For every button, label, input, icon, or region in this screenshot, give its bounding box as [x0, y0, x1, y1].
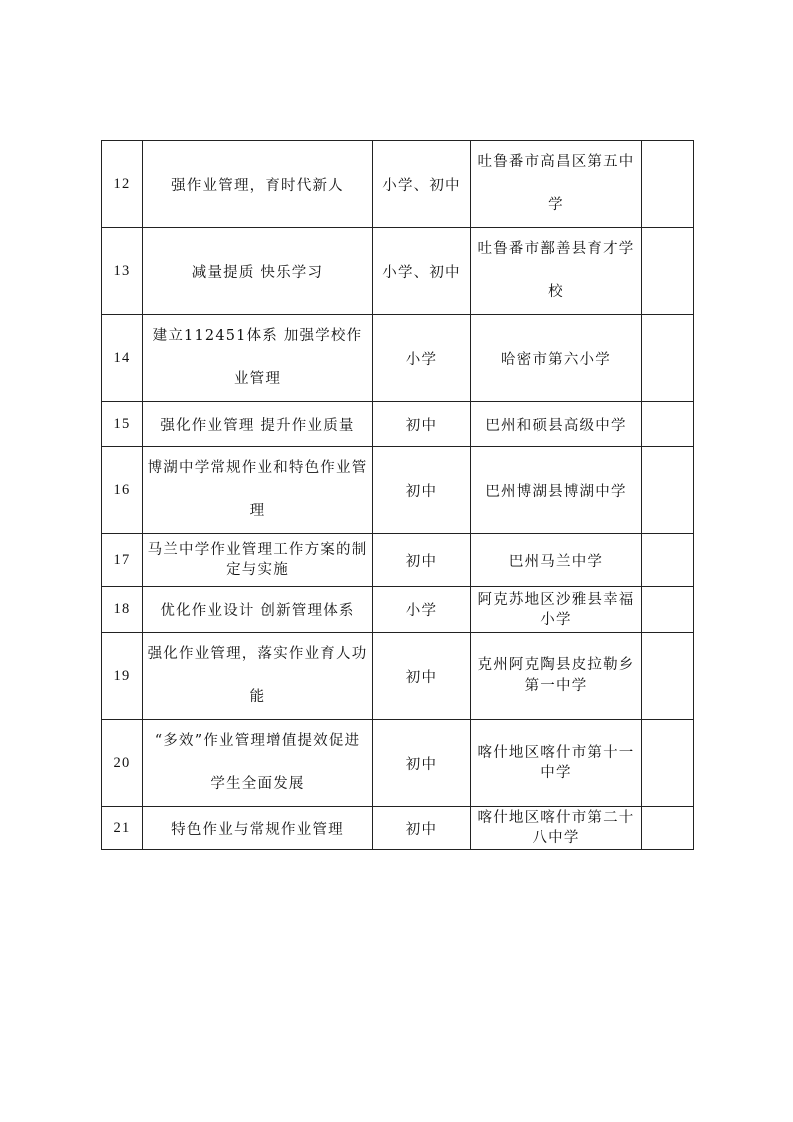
school-name: 巴州和硕县高级中学 — [471, 402, 642, 447]
project-title: “多效”作业管理增值提效促进学生全面发展 — [143, 720, 373, 807]
school-level: 初中 — [373, 447, 471, 534]
table-row — [102, 315, 694, 402]
school-level: 初中 — [373, 633, 471, 720]
note-cell — [642, 807, 694, 850]
project-title: 马兰中学作业管理工作方案的制定与实施 — [143, 534, 373, 587]
school-level: 初中 — [373, 807, 471, 850]
school-level: 小学 — [373, 315, 471, 402]
table-row — [102, 534, 694, 587]
table-row — [102, 141, 694, 228]
school-name: 喀什地区喀什市第十一中学 — [471, 720, 642, 807]
table-row — [102, 228, 694, 315]
note-cell — [642, 228, 694, 315]
note-cell — [642, 587, 694, 633]
project-title: 博湖中学常规作业和特色作业管理 — [143, 447, 373, 534]
note-cell — [642, 534, 694, 587]
school-name: 喀什地区喀什市第二十八中学 — [471, 807, 642, 850]
row-number: 16 — [102, 447, 143, 534]
note-cell — [642, 141, 694, 228]
table-row — [102, 807, 694, 850]
note-cell — [642, 633, 694, 720]
school-name: 吐鲁番市鄯善县育才学校 — [471, 228, 642, 315]
row-number: 18 — [102, 587, 143, 633]
school-name: 巴州马兰中学 — [471, 534, 642, 587]
row-number: 21 — [102, 807, 143, 850]
school-level: 小学、初中 — [373, 228, 471, 315]
school-level: 小学、初中 — [373, 141, 471, 228]
school-name: 阿克苏地区沙雅县幸福小学 — [471, 587, 642, 633]
note-cell — [642, 720, 694, 807]
note-cell — [642, 315, 694, 402]
school-level: 小学 — [373, 587, 471, 633]
note-cell — [642, 402, 694, 447]
project-title: 特色作业与常规作业管理 — [143, 807, 373, 850]
project-title: 减量提质 快乐学习 — [143, 228, 373, 315]
project-title: 强作业管理，育时代新人 — [143, 141, 373, 228]
row-number: 12 — [102, 141, 143, 228]
project-title: 强化作业管理 提升作业质量 — [143, 402, 373, 447]
school-level: 初中 — [373, 720, 471, 807]
note-cell — [642, 447, 694, 534]
row-number: 17 — [102, 534, 143, 587]
project-title: 建立112451体系 加强学校作业管理 — [143, 315, 373, 402]
school-level: 初中 — [373, 402, 471, 447]
table-row — [102, 633, 694, 720]
table-row — [102, 447, 694, 534]
row-number: 19 — [102, 633, 143, 720]
school-name: 哈密市第六小学 — [471, 315, 642, 402]
table-row — [102, 720, 694, 807]
row-number: 14 — [102, 315, 143, 402]
table-row — [102, 587, 694, 633]
row-number: 15 — [102, 402, 143, 447]
project-title: 优化作业设计 创新管理体系 — [143, 587, 373, 633]
school-name: 巴州博湖县博湖中学 — [471, 447, 642, 534]
row-number: 13 — [102, 228, 143, 315]
project-table — [101, 140, 694, 850]
project-title: 强化作业管理，落实作业育人功能 — [143, 633, 373, 720]
school-level: 初中 — [373, 534, 471, 587]
school-name: 克州阿克陶县皮拉勒乡第一中学 — [471, 633, 642, 720]
school-name: 吐鲁番市高昌区第五中学 — [471, 141, 642, 228]
row-number: 20 — [102, 720, 143, 807]
table-row — [102, 402, 694, 447]
